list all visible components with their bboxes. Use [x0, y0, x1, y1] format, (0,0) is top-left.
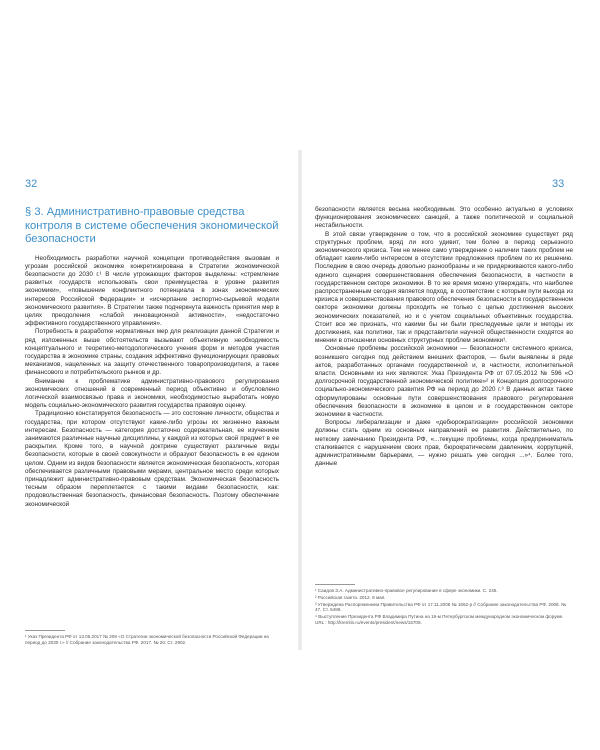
- page-number-right: 33: [552, 178, 565, 190]
- footnote: ¹ Саидов З.А. Административно-правовое регулирование в сфере экономики. С. 245.: [315, 588, 498, 593]
- paragraph: Внимание к проблематике административно-правового регулирования экономических отношений в современный период объективно и обусловлено логической взаимосвязью права и экономики, необходимостью выработать новую модель социально-экономического развития государства правовую оценку.: [25, 377, 279, 410]
- footnote: ⁴ Выступление Президента РФ Владимира Путина на 16-м Петербургском международном экономическом форуме. URL : http://kremlin.ru/events/president/news/15709.: [315, 614, 564, 625]
- paragraph: В этой связи утверждение о том, что в российской экономике существует ряд структурных проблем, вряд ли кого удивит, тем более в период серьезного экономического кризиса. Тем не менее само утверждение о наличии таких проблем не обладает каким-либо интересом в отсутствии предложения проблем по их решению. Последние в свою очередь довольно разнообразны и не придерживаются какого-либо единого сценария совершенствования обеспечения безопасности, в частности в государственном секторе экономики. В то же время можно утверждать, что наиболее распространенным сегодня является подход, в соответствии с которым пути выхода из кризиса и совершенствования правового обеспечения безопасности в государственном секторе экономики должны проходить не только с целью достижения высоких экономических показателей, но и с учетом социальных объективных государства. Стоит все же признать, что какими бы ни были преследуемые цели и методы их достижения, как политики, так и представители научной общественности сходятся во мнении в отношении основных структурных проблем экономики¹.: [315, 230, 573, 345]
- paragraph: Основные проблемы российской экономики — безопасности системного кризиса, возникшего сегодня под действием внешних факторов, — были выявлены в ряде актов, разработанных органами государственной и, в частности, исполнительной власти. Основными из них являются: Указ Президента РФ от 07.05.2012 № 596 «О долгосрочной государственной экономической политике»² и Концепция долгосрочного социально-экономического развития РФ на период до 2020 г.³ В данных актах также сформулированы основные пути совершенствования правового регулирования обеспечения безопасности в экономике в целом и в государственном секторе экономики в частности.: [315, 345, 573, 419]
- footnote: ¹ Указ Президента РФ от 13.05.2017 № 208 «О Стратегии экономической безопасности Российской Федерации на период до 2030 г.» // Собрание законодательства РФ. 2017. № 20. Ст. 2902.: [25, 634, 269, 645]
- page-gutter: [298, 150, 302, 650]
- paragraph: Потребность в разработке нормативных мер для реализации данной Стратегии и ряд изложенных выше обстоятельств вызывают объективную необходимость концептуального и теоретико-методологического учения форм и методов участия государства в экономике страны, создания эффективно функционирующих правовых механизмов, нацеленных на защиту отечественного товаропроизводителя, а также финансового и потребительского рынков и др.: [25, 328, 279, 377]
- section-heading: § 3. Административно-правовые средства контроля в системе обеспечения экономической безопасности: [25, 206, 279, 245]
- paragraph: безопасности является весьма необходимым. Это особенно актуально в условиях функционирования экономических санкций, а также политической и социальной нестабильности.: [315, 206, 573, 230]
- left-footnotes: [25, 624, 279, 647]
- footnote: ² Российская газета. 2012. 9 мая.: [315, 594, 386, 600]
- paragraph: Традиционно констатируется безопасность — это состояние личности, общества и государства, при котором отсутствуют какие-либо угрозы их жизненно важным интересам. Безопасность — категория достаточно содержательная, ее изучением занимаются различные научные дисциплины, у каждой из которых свой предмет в ее раскрытии. Кроме того, в научной доктрине существуют различные виды безопасности, которые в своей совокупности и образуют безопасность в ее едином целом. Одним из видов безопасности является экономическая безопасность, которая обеспечивается различными правовыми мерами, центральное место среди которых принадлежит административно-правовым средствам. Экономическая безопасность тесным образом переплетается с такими видами безопасности, как: продовольственная безопасность, финансовая безопасность. Поэтому обеспечение экономической: [25, 410, 279, 508]
- right-footnotes: [315, 578, 573, 627]
- left-page-body: [25, 206, 279, 642]
- right-page-body: [315, 206, 573, 642]
- footnote-divider: [315, 584, 355, 585]
- footnote: ³ Утверждена Распоряжением Правительства РФ от 17.11.2008 № 1662-р // Собрание законодательства РФ. 2008. № 47. Ст. 5489.: [315, 601, 567, 613]
- paragraph: Необходимость разработки научной концепции противодействия вызовам и угрозам российской экономике конкретизирована в Стратегии экономической безопасности до 2030 г.¹ В числе угрожающих факторов выделены: «стремление развитых государств использовать свои преимущества в уровне развития экономики», «повышение конфликтного потенциала в зонах экономических интересов Российской Федерации» и «исчерпание экспортно-сырьевой модели экономического развития». В Стратегии также подчеркнута важность принятия мер в целях преодоления «слабой инновационной активности», «недостаточно эффективного государственного управления».: [25, 254, 279, 328]
- page-number-left: 32: [25, 178, 38, 190]
- footnote-divider: [25, 630, 65, 631]
- paragraph: Вопросы либерализации и даже «дебюрократизации» российской экономики должны стать одним из основных направлений ее развития. Действительно, по меткому замечанию Президента РФ, «...текущие проблемы, когда предприниматель сталкивается с нарушением своих прав, бюрократическим давлением, коррупцией, административными барьерами, — нужно решать уже сегодня ...»⁴. Более того, данные: [315, 419, 573, 468]
